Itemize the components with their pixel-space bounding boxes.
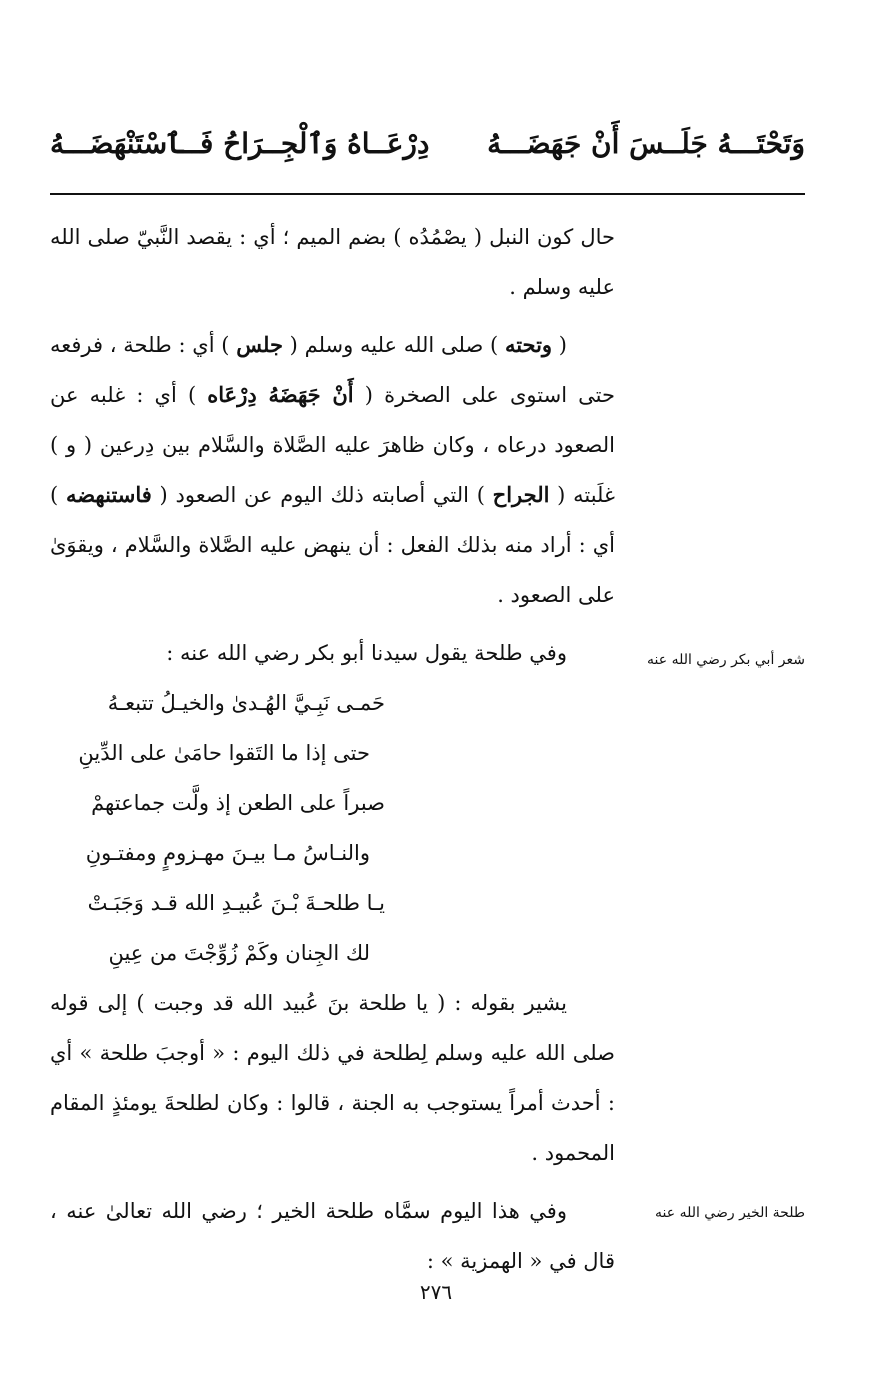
page-number: ٢٧٦ (419, 1280, 453, 1304)
margin-note-abu-bakr-poem: شعر أبي بكر رضي الله عنه (647, 652, 805, 668)
poem-verse-2b: والنـاسُ مـا بيـنَ مهـزومٍ ومفتـونِ (85, 841, 370, 865)
paragraph-4: يشير بقوله : ( يا طلحة بنَ عُبيد الله قد وجبت ) إلى قوله صلى الله عليه وسلم لِطلحة في ذلك اليوم : « أوجبَ طلحة » أي : أحدث أمراً يستوجب به الجنة ، قالوا : وكان لطلحةَ يومئذٍ المقام المحمود . (50, 991, 615, 1165)
poem-verse-3b: لك الجِنان وكَمْ زُوِّجْتَ من عِينِ (108, 941, 370, 965)
poem-verse-1b: حتى إذا ما التَقوا حامَىٰ على الدِّينِ (78, 741, 370, 765)
poem-verse-1a: حَمـى نَبِـيَّ الهُـدىٰ والخيـلُ تتبعـهُ (107, 691, 385, 715)
poem-verse-2a: صبراً على الطعن إذ ولَّت جماعتهمْ (91, 791, 385, 815)
paragraph-1: حال كون النبل ( يصْمُدُه ) بضم الميم ؛ أي : يقصد النَّبيّ صلى الله عليه وسلم . (50, 225, 615, 299)
paragraph-5: وفي هذا اليوم سمَّاه طلحة الخير ؛ رضي الله تعالىٰ عنه ، قال في « الهمزية » : (50, 1199, 615, 1273)
margin-note-talha-al-khayr: طلحة الخير رضي الله عنه (655, 1205, 805, 1221)
header-verse (50, 118, 805, 168)
main-text (50, 212, 615, 1286)
header-divider (50, 193, 805, 195)
paragraph-2: ( وتحته ) صلى الله عليه وسلم ( جلس ) أي : طلحة ، فرفعه حتى استوى على الصخرة ( أَنْ جَهَضَهُ دِرْعَاه ) أي : غلبه عن الصعود درعاه ، وكان ظاهرَ عليه الصَّلاة والسَّلام بين دِرعين ( و ) غلَبته ( الجراح ) التي أصابته ذلك اليوم عن الصعود ( فاستنهضه ) أي : أراد منه بذلك الفعل : أن ينهض عليه الصَّلاة والسَّلام ، ويقوَىٰ على الصعود . (50, 332, 615, 607)
header-hemistich-left: دِرْعَــاهُ وَٱلْجِــرَاحُ فَــٱسْتَنْهَضَـــهُ (50, 126, 430, 160)
header-hemistich-right: وَتَحْتَـــهُ جَلَــسَ أَنْ جَهَضَـــهُ (487, 126, 805, 160)
poem (50, 678, 615, 978)
poem-verse-3a: يـا طلحـةَ بْـنَ عُبيـدِ الله قـد وَجَبَـتْ (87, 891, 385, 915)
paragraph-3: وفي طلحة يقول سيدنا أبو بكر رضي الله عنه : (166, 641, 567, 665)
